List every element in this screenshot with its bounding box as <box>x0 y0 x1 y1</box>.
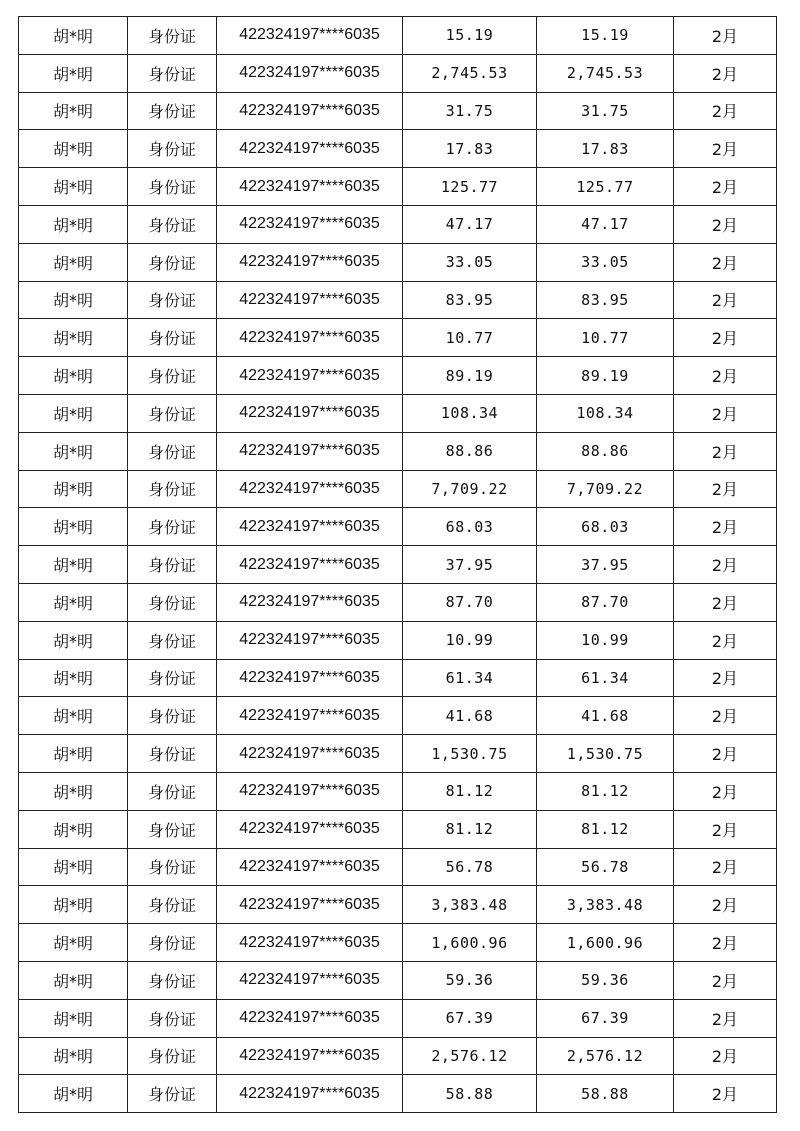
name-cell: 胡*明 <box>19 546 128 584</box>
id-number-cell: 422324197****6035 <box>217 772 403 810</box>
name-cell: 胡*明 <box>19 735 128 773</box>
month-cell: 2月 <box>674 1075 777 1113</box>
id-number-cell: 422324197****6035 <box>217 961 403 999</box>
month-cell: 2月 <box>674 168 777 206</box>
amount-2-cell: 125.77 <box>537 168 674 206</box>
table-row <box>19 546 777 584</box>
month-cell: 2月 <box>674 281 777 319</box>
amount-2-cell: 87.70 <box>537 583 674 621</box>
amount-cell: 33.05 <box>403 243 537 281</box>
name-cell: 胡*明 <box>19 772 128 810</box>
month-cell: 2月 <box>674 735 777 773</box>
amount-2-cell: 67.39 <box>537 999 674 1037</box>
amount-cell: 41.68 <box>403 697 537 735</box>
id-number-cell: 422324197****6035 <box>217 999 403 1037</box>
id-number-cell: 422324197****6035 <box>217 92 403 130</box>
month-cell: 2月 <box>674 92 777 130</box>
id-number-cell: 422324197****6035 <box>217 697 403 735</box>
amount-cell: 67.39 <box>403 999 537 1037</box>
amount-cell: 47.17 <box>403 205 537 243</box>
name-cell: 胡*明 <box>19 432 128 470</box>
id-number-cell: 422324197****6035 <box>217 17 403 55</box>
name-cell: 胡*明 <box>19 621 128 659</box>
name-cell: 胡*明 <box>19 659 128 697</box>
table-row <box>19 243 777 281</box>
table-row <box>19 470 777 508</box>
amount-2-cell: 61.34 <box>537 659 674 697</box>
name-cell: 胡*明 <box>19 848 128 886</box>
table-row <box>19 508 777 546</box>
name-cell: 胡*明 <box>19 697 128 735</box>
id-type-cell: 身份证 <box>128 999 217 1037</box>
amount-2-cell: 58.88 <box>537 1075 674 1113</box>
amount-cell: 10.77 <box>403 319 537 357</box>
id-type-cell: 身份证 <box>128 1075 217 1113</box>
table-row <box>19 621 777 659</box>
amount-2-cell: 88.86 <box>537 432 674 470</box>
id-number-cell: 422324197****6035 <box>217 205 403 243</box>
table-row <box>19 130 777 168</box>
id-number-cell: 422324197****6035 <box>217 357 403 395</box>
table-row <box>19 1075 777 1113</box>
id-type-cell: 身份证 <box>128 886 217 924</box>
name-cell: 胡*明 <box>19 168 128 206</box>
table-row <box>19 168 777 206</box>
table-row <box>19 583 777 621</box>
month-cell: 2月 <box>674 243 777 281</box>
id-type-cell: 身份证 <box>128 319 217 357</box>
name-cell: 胡*明 <box>19 810 128 848</box>
amount-2-cell: 3,383.48 <box>537 886 674 924</box>
month-cell: 2月 <box>674 205 777 243</box>
month-cell: 2月 <box>674 583 777 621</box>
name-cell: 胡*明 <box>19 130 128 168</box>
amount-cell: 81.12 <box>403 772 537 810</box>
table-row <box>19 810 777 848</box>
amount-cell: 1,600.96 <box>403 924 537 962</box>
amount-cell: 37.95 <box>403 546 537 584</box>
month-cell: 2月 <box>674 546 777 584</box>
id-number-cell: 422324197****6035 <box>217 583 403 621</box>
name-cell: 胡*明 <box>19 17 128 55</box>
amount-cell: 2,745.53 <box>403 54 537 92</box>
id-number-cell: 422324197****6035 <box>217 659 403 697</box>
id-type-cell: 身份证 <box>128 243 217 281</box>
id-number-cell: 422324197****6035 <box>217 886 403 924</box>
table-row <box>19 999 777 1037</box>
name-cell: 胡*明 <box>19 999 128 1037</box>
amount-2-cell: 1,600.96 <box>537 924 674 962</box>
table-row <box>19 886 777 924</box>
name-cell: 胡*明 <box>19 886 128 924</box>
amount-cell: 56.78 <box>403 848 537 886</box>
amount-cell: 108.34 <box>403 394 537 432</box>
name-cell: 胡*明 <box>19 205 128 243</box>
month-cell: 2月 <box>674 772 777 810</box>
month-cell: 2月 <box>674 697 777 735</box>
name-cell: 胡*明 <box>19 508 128 546</box>
name-cell: 胡*明 <box>19 319 128 357</box>
amount-cell: 3,383.48 <box>403 886 537 924</box>
month-cell: 2月 <box>674 130 777 168</box>
amount-cell: 68.03 <box>403 508 537 546</box>
id-type-cell: 身份证 <box>128 130 217 168</box>
id-type-cell: 身份证 <box>128 659 217 697</box>
id-type-cell: 身份证 <box>128 92 217 130</box>
month-cell: 2月 <box>674 848 777 886</box>
id-number-cell: 422324197****6035 <box>217 848 403 886</box>
amount-cell: 88.86 <box>403 432 537 470</box>
table-row <box>19 432 777 470</box>
id-type-cell: 身份证 <box>128 432 217 470</box>
id-number-cell: 422324197****6035 <box>217 130 403 168</box>
table-row <box>19 92 777 130</box>
id-number-cell: 422324197****6035 <box>217 54 403 92</box>
amount-2-cell: 15.19 <box>537 17 674 55</box>
table-row <box>19 961 777 999</box>
id-number-cell: 422324197****6035 <box>217 1037 403 1075</box>
name-cell: 胡*明 <box>19 394 128 432</box>
month-cell: 2月 <box>674 924 777 962</box>
month-cell: 2月 <box>674 810 777 848</box>
id-number-cell: 422324197****6035 <box>217 621 403 659</box>
id-type-cell: 身份证 <box>128 205 217 243</box>
table-row <box>19 17 777 55</box>
id-type-cell: 身份证 <box>128 17 217 55</box>
month-cell: 2月 <box>674 508 777 546</box>
month-cell: 2月 <box>674 659 777 697</box>
month-cell: 2月 <box>674 432 777 470</box>
amount-cell: 59.36 <box>403 961 537 999</box>
id-type-cell: 身份证 <box>128 924 217 962</box>
amount-cell: 17.83 <box>403 130 537 168</box>
amount-cell: 1,530.75 <box>403 735 537 773</box>
id-type-cell: 身份证 <box>128 961 217 999</box>
table-row <box>19 772 777 810</box>
table-row <box>19 1037 777 1075</box>
amount-2-cell: 37.95 <box>537 546 674 584</box>
amount-2-cell: 10.77 <box>537 319 674 357</box>
id-number-cell: 422324197****6035 <box>217 735 403 773</box>
amount-2-cell: 56.78 <box>537 848 674 886</box>
amount-2-cell: 108.34 <box>537 394 674 432</box>
name-cell: 胡*明 <box>19 961 128 999</box>
amount-2-cell: 1,530.75 <box>537 735 674 773</box>
id-type-cell: 身份证 <box>128 546 217 584</box>
amount-2-cell: 41.68 <box>537 697 674 735</box>
id-number-cell: 422324197****6035 <box>217 508 403 546</box>
id-number-cell: 422324197****6035 <box>217 243 403 281</box>
id-type-cell: 身份证 <box>128 810 217 848</box>
id-type-cell: 身份证 <box>128 54 217 92</box>
name-cell: 胡*明 <box>19 243 128 281</box>
name-cell: 胡*明 <box>19 281 128 319</box>
id-type-cell: 身份证 <box>128 772 217 810</box>
amount-cell: 2,576.12 <box>403 1037 537 1075</box>
amount-2-cell: 68.03 <box>537 508 674 546</box>
id-number-cell: 422324197****6035 <box>217 432 403 470</box>
amount-cell: 125.77 <box>403 168 537 206</box>
month-cell: 2月 <box>674 394 777 432</box>
amount-cell: 81.12 <box>403 810 537 848</box>
id-number-cell: 422324197****6035 <box>217 319 403 357</box>
amount-2-cell: 10.99 <box>537 621 674 659</box>
table-row <box>19 697 777 735</box>
name-cell: 胡*明 <box>19 54 128 92</box>
month-cell: 2月 <box>674 886 777 924</box>
table-row <box>19 281 777 319</box>
payment-table <box>18 16 777 1113</box>
name-cell: 胡*明 <box>19 924 128 962</box>
amount-cell: 58.88 <box>403 1075 537 1113</box>
amount-cell: 7,709.22 <box>403 470 537 508</box>
table-row <box>19 735 777 773</box>
name-cell: 胡*明 <box>19 470 128 508</box>
amount-cell: 10.99 <box>403 621 537 659</box>
id-number-cell: 422324197****6035 <box>217 924 403 962</box>
table-row <box>19 357 777 395</box>
id-number-cell: 422324197****6035 <box>217 281 403 319</box>
name-cell: 胡*明 <box>19 357 128 395</box>
amount-2-cell: 2,745.53 <box>537 54 674 92</box>
amount-2-cell: 59.36 <box>537 961 674 999</box>
amount-2-cell: 83.95 <box>537 281 674 319</box>
amount-2-cell: 33.05 <box>537 243 674 281</box>
id-type-cell: 身份证 <box>128 281 217 319</box>
id-number-cell: 422324197****6035 <box>217 546 403 584</box>
amount-cell: 15.19 <box>403 17 537 55</box>
amount-cell: 87.70 <box>403 583 537 621</box>
month-cell: 2月 <box>674 54 777 92</box>
month-cell: 2月 <box>674 1037 777 1075</box>
id-type-cell: 身份证 <box>128 583 217 621</box>
amount-cell: 31.75 <box>403 92 537 130</box>
id-type-cell: 身份证 <box>128 168 217 206</box>
table-row <box>19 848 777 886</box>
table-body <box>19 17 777 1113</box>
id-type-cell: 身份证 <box>128 357 217 395</box>
id-type-cell: 身份证 <box>128 470 217 508</box>
id-type-cell: 身份证 <box>128 508 217 546</box>
month-cell: 2月 <box>674 17 777 55</box>
name-cell: 胡*明 <box>19 1075 128 1113</box>
amount-2-cell: 81.12 <box>537 810 674 848</box>
amount-cell: 83.95 <box>403 281 537 319</box>
month-cell: 2月 <box>674 961 777 999</box>
table-row <box>19 205 777 243</box>
id-number-cell: 422324197****6035 <box>217 394 403 432</box>
month-cell: 2月 <box>674 621 777 659</box>
id-number-cell: 422324197****6035 <box>217 168 403 206</box>
id-number-cell: 422324197****6035 <box>217 470 403 508</box>
month-cell: 2月 <box>674 470 777 508</box>
id-type-cell: 身份证 <box>128 394 217 432</box>
name-cell: 胡*明 <box>19 583 128 621</box>
id-number-cell: 422324197****6035 <box>217 1075 403 1113</box>
table-row <box>19 924 777 962</box>
amount-2-cell: 17.83 <box>537 130 674 168</box>
table-row <box>19 319 777 357</box>
id-type-cell: 身份证 <box>128 621 217 659</box>
amount-2-cell: 47.17 <box>537 205 674 243</box>
table-row <box>19 659 777 697</box>
month-cell: 2月 <box>674 319 777 357</box>
amount-2-cell: 7,709.22 <box>537 470 674 508</box>
amount-2-cell: 31.75 <box>537 92 674 130</box>
id-type-cell: 身份证 <box>128 735 217 773</box>
id-type-cell: 身份证 <box>128 697 217 735</box>
table-row <box>19 54 777 92</box>
name-cell: 胡*明 <box>19 92 128 130</box>
id-number-cell: 422324197****6035 <box>217 810 403 848</box>
id-type-cell: 身份证 <box>128 1037 217 1075</box>
amount-2-cell: 81.12 <box>537 772 674 810</box>
amount-2-cell: 89.19 <box>537 357 674 395</box>
name-cell: 胡*明 <box>19 1037 128 1075</box>
month-cell: 2月 <box>674 999 777 1037</box>
amount-cell: 89.19 <box>403 357 537 395</box>
amount-cell: 61.34 <box>403 659 537 697</box>
month-cell: 2月 <box>674 357 777 395</box>
id-type-cell: 身份证 <box>128 848 217 886</box>
amount-2-cell: 2,576.12 <box>537 1037 674 1075</box>
table-row <box>19 394 777 432</box>
